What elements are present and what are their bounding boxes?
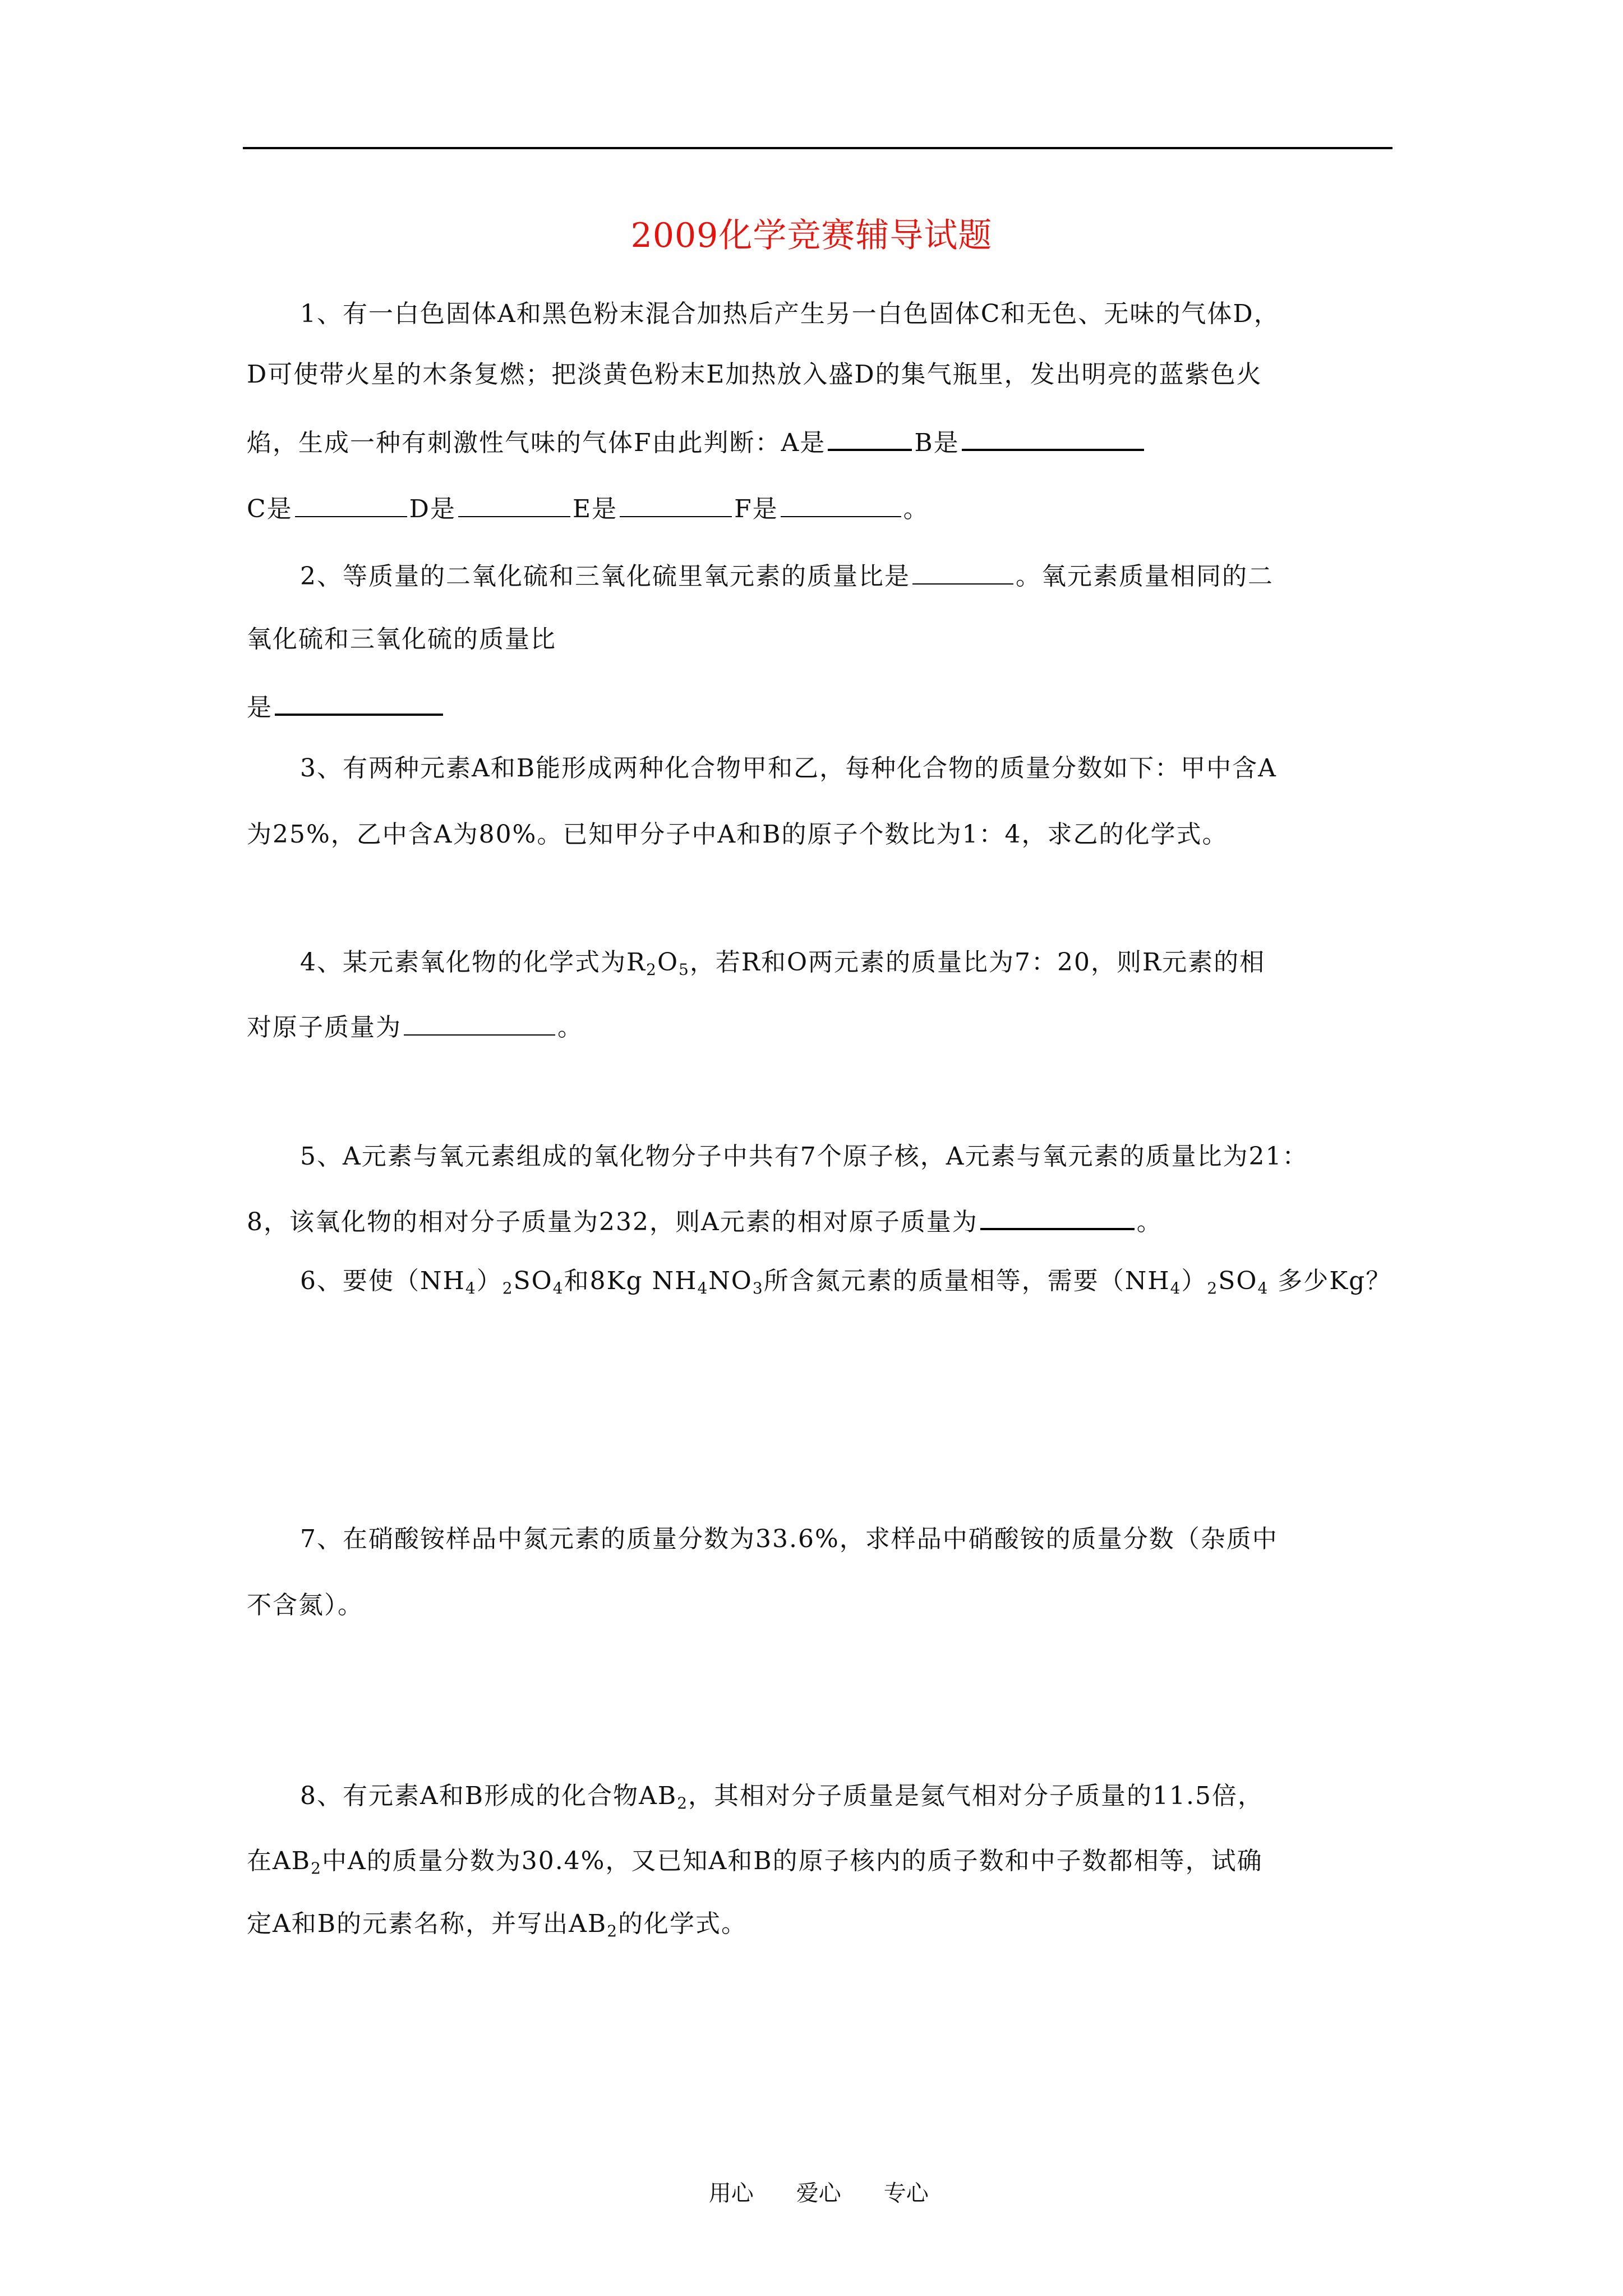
q2-line1	[300, 559, 1274, 593]
q8-line1	[300, 1779, 1264, 1813]
footer-word: 爱心	[796, 2180, 841, 2206]
q1-line1: 1、有一白色固体A和黑色粉末混合加热后产生另一白色固体C和无色、无味的气体D，	[300, 300, 1280, 328]
q1-label-d: D是	[409, 495, 456, 523]
q7-line1: 7、在硝酸铵样品中氮元素的质量分数为33.6%，求样品中硝酸铵的质量分数（杂质中	[300, 1525, 1278, 1553]
q6-sub: 4	[465, 1279, 477, 1297]
q8-text: 在AB	[247, 1847, 311, 1875]
page-footer	[0, 2143, 1623, 2210]
q1-blank-f[interactable]	[781, 491, 901, 517]
q5-line1: 5、A元素与氧元素组成的氧化物分子中共有7个原子核，A元素与氧元素的质量比为21：	[300, 1142, 1308, 1171]
q8-sub: 2	[677, 1794, 689, 1812]
q6-text-d: 和8Kg NH	[564, 1267, 698, 1295]
q1-line3-text: 焰，生成一种有刺激性气味的气体F由此判断：A是	[247, 429, 826, 457]
q8-text: 定A和B的元素名称，并写出AB	[247, 1910, 607, 1938]
q8-text: ，其相对分子质量是氦气相对分子质量的11.5倍，	[688, 1782, 1264, 1810]
q6-text-h: SO	[1218, 1267, 1258, 1295]
q6-sub: 3	[752, 1279, 764, 1297]
q8-sub: 2	[607, 1922, 619, 1940]
q2-blank-2[interactable]	[275, 689, 443, 716]
q1-line2: D可使带火星的木条复燃；把淡黄色粉末E加热放入盛D的集气瓶里，发出明亮的蓝紫色火	[247, 360, 1262, 389]
q4-text-a: 4、某元素氧化物的化学式为R	[300, 948, 647, 977]
q4-line2	[247, 1010, 583, 1045]
q1-label-c: C是	[247, 495, 293, 523]
q1-blank-c[interactable]	[295, 491, 407, 517]
q2-line1-tail: 。氧元素质量相同的二	[1016, 562, 1274, 591]
q3-line2: 为25%，乙中含A为80%。已知甲分子中A和B的原子个数比为1：4，求乙的化学式。	[247, 820, 1228, 849]
q6-sub: 4	[552, 1279, 564, 1297]
q4-end: 。	[557, 1013, 583, 1042]
q6-sub: 4	[1170, 1279, 1182, 1297]
q6-text-g: ）	[1181, 1267, 1207, 1295]
q1-label-f: F是	[734, 495, 778, 523]
q4-o: O	[657, 948, 679, 977]
header-rule	[243, 147, 1393, 149]
q1-blank-a[interactable]	[828, 424, 912, 451]
q6-sub: 2	[502, 1279, 514, 1297]
q6-sub: 4	[1257, 1279, 1269, 1297]
q2-line3	[247, 689, 445, 725]
footer-word: 专心	[883, 2180, 929, 2206]
q3-line1: 3、有两种元素A和B能形成两种化合物甲和乙，每种化合物的质量分数如下：甲中含A	[300, 754, 1277, 783]
q6-sub: 2	[1207, 1279, 1219, 1297]
q6-text-c: SO	[513, 1267, 553, 1295]
q6-text-f: 所含氮元素的质量相等，需要（NH	[763, 1267, 1170, 1295]
q4-line1	[300, 946, 1265, 979]
q2-line2: 氧化硫和三氧化硫的质量比	[247, 625, 556, 654]
q2-line3-text: 是	[247, 693, 273, 722]
q8-text: 的化学式。	[618, 1910, 748, 1938]
q6-line1	[300, 1264, 1391, 1298]
footer-word: 用心	[708, 2180, 754, 2206]
q4-blank[interactable]	[404, 1010, 555, 1036]
q1-end: 。	[903, 495, 929, 523]
q7-line2: 不含氮）。	[247, 1591, 363, 1619]
q8-line3	[247, 1907, 747, 1941]
q1-blank-d[interactable]	[458, 491, 570, 517]
q8-sub: 2	[311, 1859, 322, 1878]
q2-line1-text: 2、等质量的二氧化硫和三氧化硫里氧元素的质量比是	[300, 562, 910, 591]
q8-text: 中A的质量分数为30.4%，又已知A和B的原子核内的质子数和中子数都相等，试确	[321, 1847, 1263, 1875]
q1-line3	[247, 424, 1146, 460]
q4-text-b: ，若R和O两元素的质量比为7：20，则R元素的相	[689, 948, 1266, 977]
q6-text-i: 多少Kg？	[1269, 1267, 1392, 1295]
q2-blank-1[interactable]	[912, 559, 1013, 585]
q5-end: 。	[1136, 1208, 1163, 1236]
q5-line2-text: 8，该氧化物的相对分子质量为232，则A元素的相对原子质量为	[247, 1208, 978, 1236]
q1-label-e: E是	[572, 495, 618, 523]
q5-line2	[247, 1203, 1163, 1239]
q4-sub-1: 2	[646, 960, 657, 979]
q8-text: 8、有元素A和B形成的化合物AB	[300, 1782, 677, 1810]
q1-label-b: B是	[914, 429, 960, 457]
q6-text-e: NO	[708, 1267, 753, 1295]
q6-sub: 4	[697, 1279, 709, 1297]
q1-blank-b[interactable]	[962, 424, 1144, 451]
q1-line4	[247, 491, 929, 526]
q4-line2-text: 对原子质量为	[247, 1013, 402, 1042]
page-title: 2009化学竞赛辅导试题	[630, 216, 993, 255]
q1-blank-e[interactable]	[620, 491, 732, 517]
q5-blank[interactable]	[980, 1203, 1135, 1230]
q6-text-a: 6、要使（NH	[300, 1267, 465, 1295]
q6-text-b: ）	[476, 1267, 502, 1295]
q4-sub-2: 5	[679, 960, 690, 979]
q8-line2	[247, 1844, 1263, 1878]
